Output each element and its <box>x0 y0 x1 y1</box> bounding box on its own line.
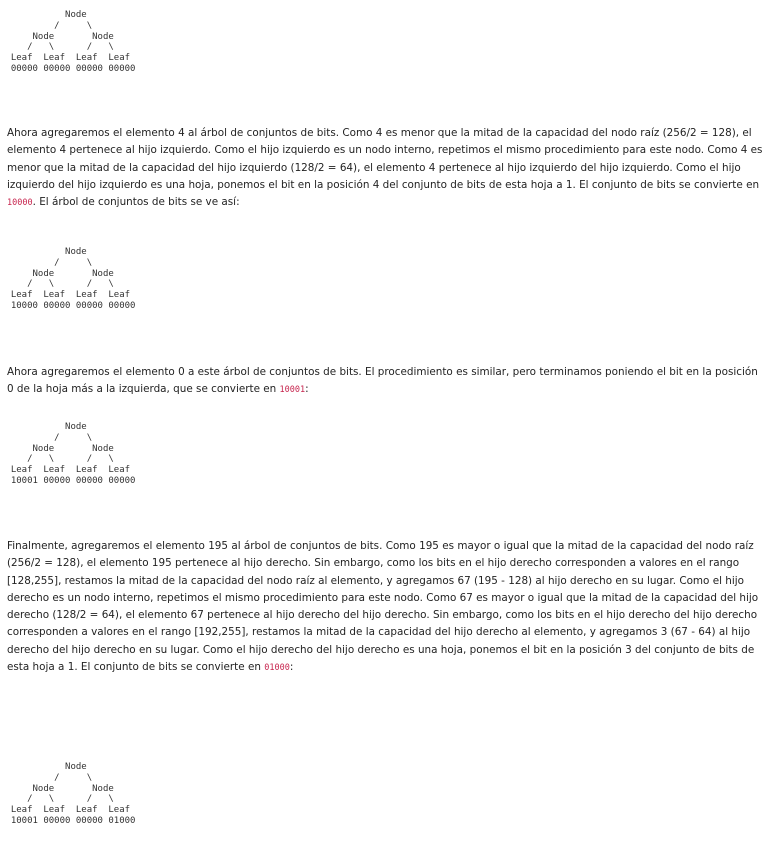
tree-line: Node Node <box>0 31 114 42</box>
paragraph-text-after: : <box>289 661 294 674</box>
tree-line: / \ / \ <box>0 42 114 53</box>
tree-line: Leaf Leaf Leaf Leaf <box>0 53 131 64</box>
inline-code-bitset: 10001 <box>279 385 306 396</box>
tree-line: / \ <box>0 20 93 31</box>
tree-line: Node Node <box>0 783 114 794</box>
ascii-tree-after-195 <box>0 762 135 827</box>
paragraph-text: Finalmente, agregaremos el elemento 195 al árbol de conjuntos de bits. Como 195 es mayor o igual que la mitad de la capacidad del nodo raíz (256/2 = 128), el elemento 195 pertenece al hijo derecho. Sin embargo, como los bits en el hijo derecho corresponden a valores en el rango [128,255], restamos la mitad de la capacidad del nodo raíz al elemento, y agregamos 67 (195 - 128) al hijo derecho en su lugar. Como el hijo derecho es un nodo interno, repetimos el mismo procedimiento para este nodo. Como 67 es mayor o igual que la mitad de la capacidad del hijo derecho (128/2 = 64), el elemento 67 pertenece al hijo derecho del hijo derecho. Sin embargo, como los bits en el hijo derecho del hijo derecho corresponden a valores en el rango [192,255], restamos la mitad de la capacidad del hijo derecho al elemento, y agregamos 3 (67 - 64) al hijo derecho del hijo derecho en su lugar. Como el hijo derecho del hijo derecho es una hoja, ponemos el bit en la posición 3 del conjunto de bits de esta hoja a 1. El conjunto de bits se convierte en <box>7 540 759 674</box>
tree-line: / \ / \ <box>0 794 114 805</box>
ascii-tree-after-0 <box>0 422 135 487</box>
tree-line: Node <box>0 422 87 432</box>
tree-line: 10001 00000 00000 00000 <box>0 475 136 486</box>
tree-line: / \ / \ <box>0 279 114 290</box>
tree-line: / \ <box>0 257 93 268</box>
tree-line: Node <box>0 10 87 20</box>
inline-code-bitset: 10000 <box>7 198 33 209</box>
paragraph-add-element-0 <box>7 364 763 400</box>
paragraph-text-after: . El árbol de conjuntos de bits se ve así: <box>32 196 240 209</box>
tree-line: Leaf Leaf Leaf Leaf <box>0 465 131 476</box>
inline-code-bitset: 01000 <box>264 663 290 674</box>
paragraph-add-element-195 <box>7 538 763 677</box>
tree-line: Leaf Leaf Leaf Leaf <box>0 290 131 301</box>
tree-line: Leaf Leaf Leaf Leaf <box>0 805 131 816</box>
tree-line: Node <box>0 762 87 772</box>
ascii-tree-after-4 <box>0 247 135 312</box>
tree-line: / \ <box>0 432 93 443</box>
ascii-tree-initial <box>0 10 135 75</box>
tree-line: 10001 00000 00000 01000 <box>0 815 136 826</box>
tree-line: 10000 00000 00000 00000 <box>0 300 136 311</box>
tree-line: / \ <box>0 772 93 783</box>
tree-line: Node Node <box>0 443 114 454</box>
tree-line: 00000 00000 00000 00000 <box>0 63 136 74</box>
paragraph-add-element-4 <box>7 125 763 212</box>
paragraph-text: Ahora agregaremos el elemento 0 a este árbol de conjuntos de bits. El procedimiento es similar, pero terminamos poniendo el bit en la posición 0 de la hoja más a la izquierda, que se convierte en <box>7 366 758 396</box>
paragraph-text-after: : <box>305 383 309 396</box>
tree-line: Node Node <box>0 268 114 279</box>
tree-line: / \ / \ <box>0 454 114 465</box>
paragraph-text: Ahora agregaremos el elemento 4 al árbol de conjuntos de bits. Como 4 es menor que la mitad de la capacidad del nodo raíz (256/2 = 128), el elemento 4 pertenece al hijo izquierdo. Como el hijo izquierdo es un nodo interno, repetimos el mismo procedimiento para este nodo. Como 4 es menor que la mitad de la capacidad del hijo izquierdo (128/2 = 64), el elemento 4 pertenece al hijo izquierdo del hijo izquierdo. Como el hijo izquierdo del hijo izquierdo es una hoja, ponemos el bit en la posición 4 del conjunto de bits de esta hoja a 1. El conjunto de bits se convierte en <box>7 127 763 191</box>
tree-line: Node <box>0 247 87 257</box>
